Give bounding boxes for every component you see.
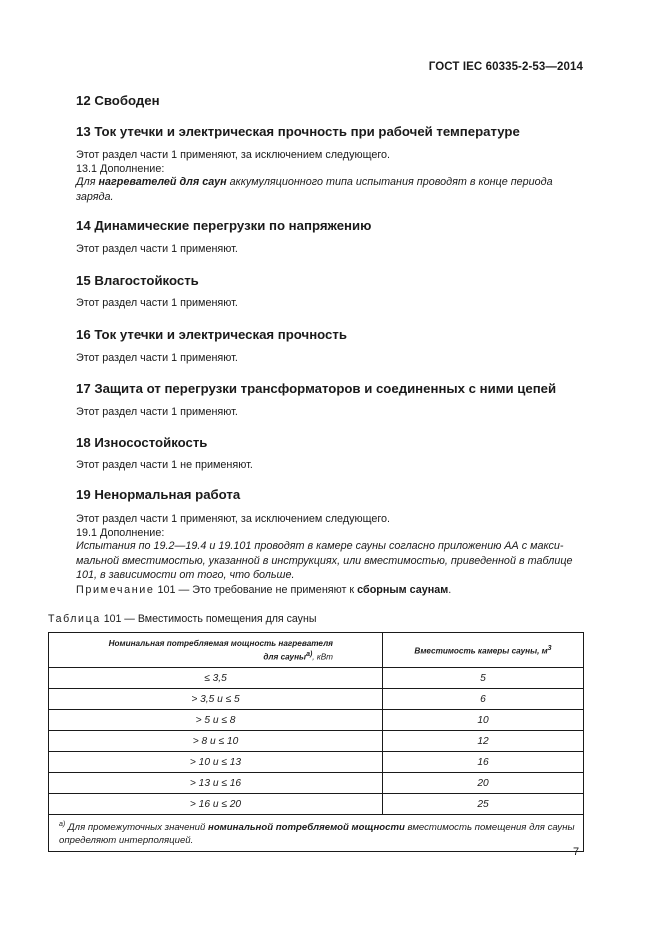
volume-cell: 16 xyxy=(383,752,584,773)
section-12-heading: 12 Свободен xyxy=(76,93,160,108)
section-19-text: Этот раздел части 1 применяют, за исключением следующего. xyxy=(76,513,391,525)
power-cell: > 13 и ≤ 16 xyxy=(49,773,383,794)
power-cell: > 10 и ≤ 13 xyxy=(49,752,383,773)
table-row xyxy=(49,752,584,773)
power-cell: > 8 и ≤ 10 xyxy=(49,731,383,752)
volume-cell: 10 xyxy=(383,710,584,731)
section-19-note: Примечание 101 — Это требование не применяют к сборным саунам. xyxy=(76,584,452,596)
section-18-heading: 18 Износостойкость xyxy=(76,435,208,450)
section-13-heading: 13 Ток утечки и электрическая прочность при рабочей температуре xyxy=(76,124,520,139)
column-header-volume: Вместимость камеры сауны, $м^3$ xyxy=(383,633,584,668)
section-17-heading: 17 Защита от перегрузки трансформаторов и соединенных с ними цепей xyxy=(76,381,557,396)
table-row xyxy=(49,689,584,710)
volume-cell: 5 xyxy=(383,668,584,689)
section-14-heading: 14 Динамические перегрузки по напряжению xyxy=(76,218,372,233)
section-16-text: Этот раздел части 1 применяют. xyxy=(76,352,238,364)
volume-cell: 25 xyxy=(383,794,584,815)
section-18-text: Этот раздел части 1 не применяют. xyxy=(76,459,253,471)
column-header-power: Номинальная потребляемая мощность нагревателя для сауны$^{а)}$, кВт xyxy=(49,633,383,668)
table-row xyxy=(49,794,584,815)
page-number: 7 xyxy=(573,846,580,858)
power-cell: > 5 и ≤ 8 xyxy=(49,710,383,731)
section-19-1-text: Испытания по 19.2—19.4 и 19.101 проводят в камере сауны согласно приложению АА с максимальной вместимостью, указанной в инструкциях, или вместимостью, приведенной в таблице 101, в зависимости от того, что больше. xyxy=(76,540,573,581)
table-row xyxy=(49,731,584,752)
section-17-text: Этот раздел части 1 применяют. xyxy=(76,406,238,418)
section-14-text: Этот раздел части 1 применяют. xyxy=(76,243,238,255)
section-19-1-label: 19.1 Дополнение: xyxy=(76,527,165,539)
table-row xyxy=(49,773,584,794)
standard-header: ГОСТ IEC 60335-2-53—2014 xyxy=(428,61,583,73)
table-footnote-row xyxy=(49,815,584,852)
volume-cell: 6 xyxy=(383,689,584,710)
table-row xyxy=(49,668,584,689)
section-13-1-label: 13.1 Дополнение: xyxy=(76,163,165,175)
section-16-heading: 16 Ток утечки и электрическая прочность xyxy=(76,327,347,342)
section-15-heading: 15 Влагостойкость xyxy=(76,273,199,288)
power-cell: > 3,5 и ≤ 5 xyxy=(49,689,383,710)
power-cell: ≤ 3,5 xyxy=(49,668,383,689)
table-footnote: $^{а)}$ Для промежуточных значений номинальной потребляемой мощности вместимость помещения для сауны определяют интерполяцией. xyxy=(49,815,584,852)
table-caption: Таблица 101 — Вместимость помещения для сауны xyxy=(48,613,317,625)
section-13-1-text: Для нагревателей для саун аккумуляционного типа испытания проводят в конце периода заряда. xyxy=(76,176,553,203)
section-15-text: Этот раздел части 1 применяют. xyxy=(76,297,238,309)
power-cell: > 16 и ≤ 20 xyxy=(49,794,383,815)
table-header-row xyxy=(49,633,584,668)
volume-cell: 20 xyxy=(383,773,584,794)
table-row xyxy=(49,710,584,731)
volume-cell: 12 xyxy=(383,731,584,752)
capacity-table xyxy=(48,632,584,852)
section-13-text: Этот раздел части 1 применяют, за исключением следующего. xyxy=(76,149,391,161)
section-19-heading: 19 Ненормальная работа xyxy=(76,487,241,502)
